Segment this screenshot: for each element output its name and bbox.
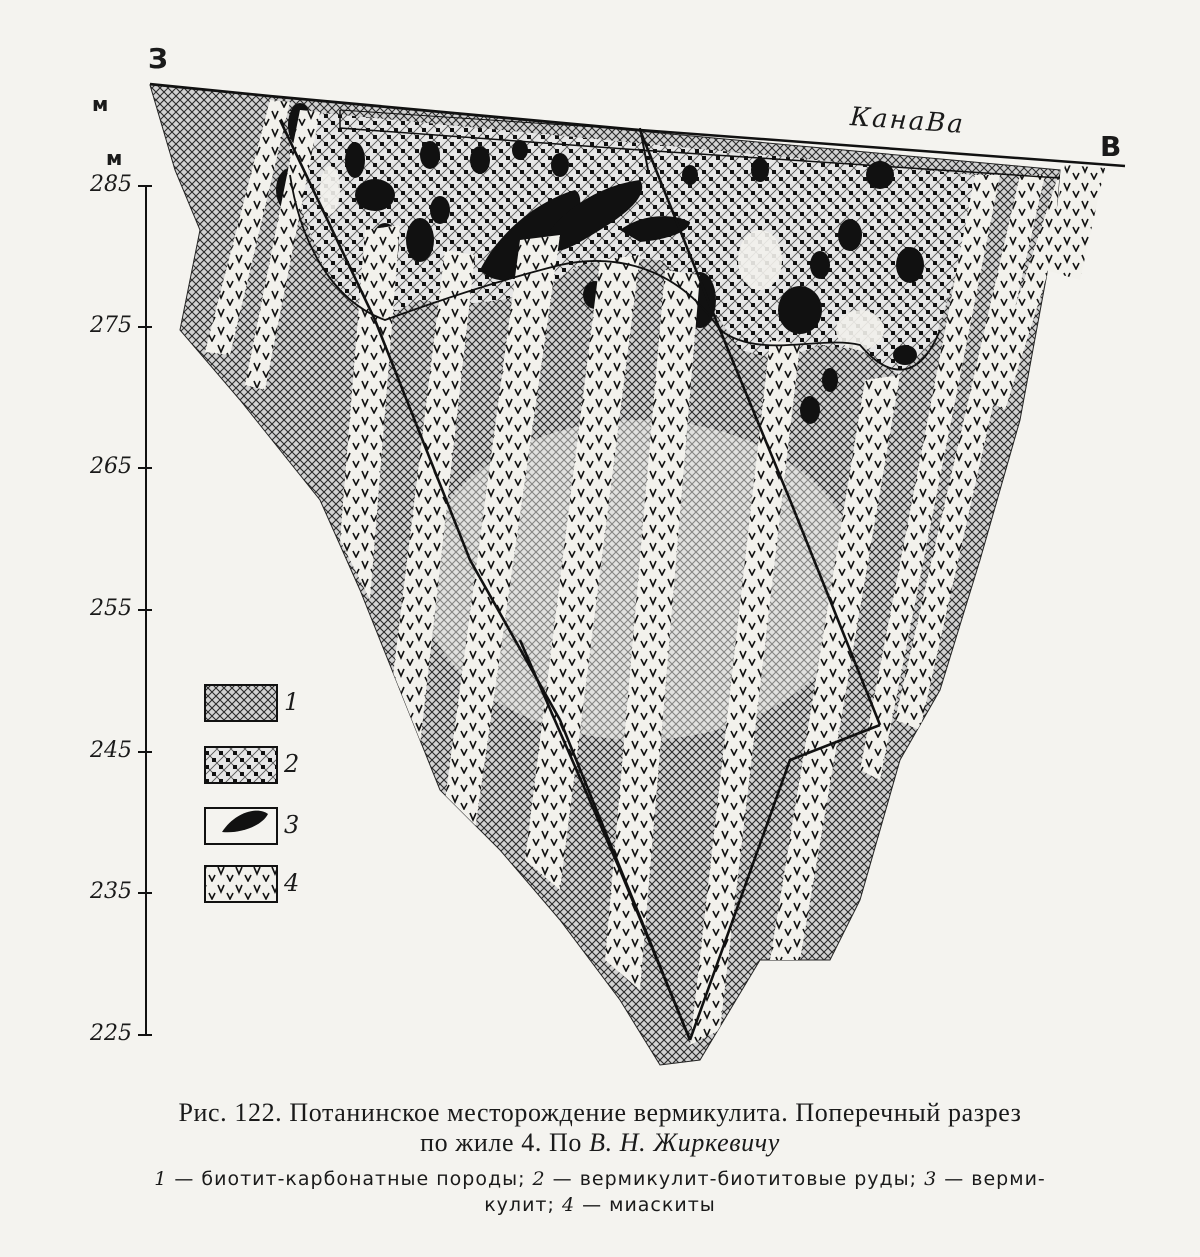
legend-caption-text-4: — миаскиты xyxy=(575,1194,716,1216)
west-label: З xyxy=(148,42,168,75)
legend-caption-text-3b: кулит; xyxy=(484,1194,562,1216)
legend-caption-num-3: 3 xyxy=(924,1168,938,1190)
depth-tick-235: 235 xyxy=(90,879,132,904)
depth-tick-255: 255 xyxy=(90,596,132,621)
legend-caption-text-1: — биотит-карбонатные породы; xyxy=(167,1168,533,1190)
depth-tick-245: 245 xyxy=(90,738,132,763)
legend-caption-num-4: 4 xyxy=(561,1194,576,1216)
depth-axis xyxy=(138,186,152,1035)
legend-num-1: 1 xyxy=(284,688,300,716)
depth-tick-285: 285 xyxy=(90,172,132,197)
legend-caption-text-3: — верми- xyxy=(937,1168,1046,1190)
depth-tick-265: 265 xyxy=(90,454,132,479)
depth-tick-225: 225 xyxy=(90,1021,132,1046)
trench-label: КанаВа xyxy=(849,102,966,140)
unit-label-axis: м xyxy=(106,146,123,170)
legend-swatch-4 xyxy=(205,866,277,902)
legend-swatch-1 xyxy=(205,685,277,721)
depth-tick-275: 275 xyxy=(90,313,132,338)
legend-caption-text-2: — вермикулит-биотитовые руды; xyxy=(545,1168,925,1190)
legend-swatches xyxy=(205,685,277,902)
legend-num-2: 2 xyxy=(284,750,300,778)
caption-line-2-text: по жиле 4. По xyxy=(420,1128,582,1157)
unit-label-top: м xyxy=(92,92,109,116)
legend-caption-num-1: 1 xyxy=(154,1168,168,1190)
caption-line-1: Рис. 122. Потанинское месторождение вермикулита. Поперечный разрез xyxy=(178,1098,1022,1127)
caption-author: В. Н. Жиркевичу xyxy=(589,1128,780,1157)
caption-line-2 xyxy=(40,1128,1160,1158)
east-label: В xyxy=(1100,130,1122,163)
legend-caption-line-2 xyxy=(40,1194,1160,1216)
legend-caption-num-2: 2 xyxy=(532,1168,546,1190)
legend-swatch-2 xyxy=(205,747,277,783)
legend-num-3: 3 xyxy=(284,811,300,839)
legend-caption-line-1 xyxy=(40,1168,1160,1190)
legend-num-4: 4 xyxy=(284,869,300,897)
